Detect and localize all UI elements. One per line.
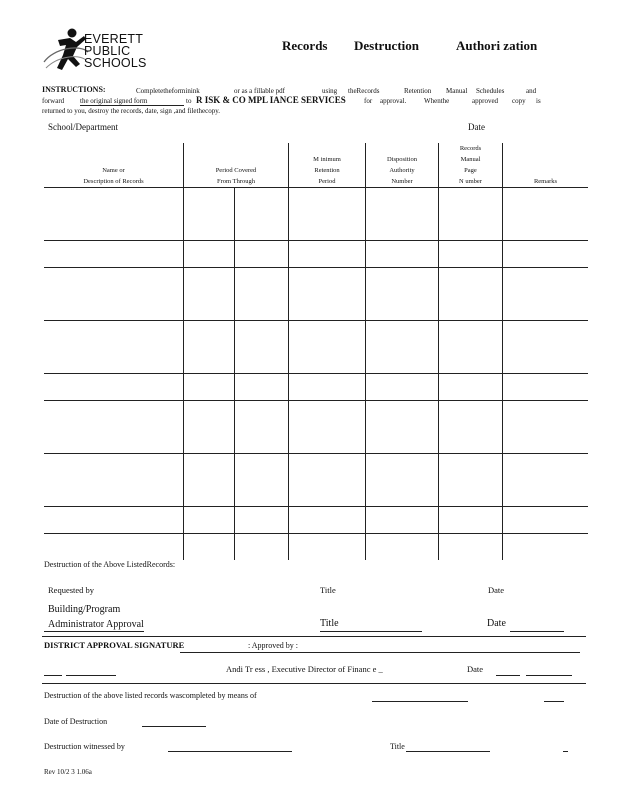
section-divider-2 xyxy=(42,683,586,684)
title-authorization: Authori zation xyxy=(456,38,538,53)
title-destruction: Destruction xyxy=(354,38,419,53)
risk-compliance-services: R ISK & CO MPL IANCE SERVICES xyxy=(196,95,346,105)
logo-line-2: PUBLIC xyxy=(84,44,131,58)
logo-line-3: SCHOOLS xyxy=(84,56,147,70)
logo-line-1: EVERETT xyxy=(84,32,144,46)
logo-text xyxy=(84,33,147,69)
header-text: Records xyxy=(459,145,482,152)
admin-date-underline[interactable] xyxy=(510,631,564,632)
instr-text: or as a fillable pdf xyxy=(234,87,285,95)
instr-text: Retention xyxy=(404,87,432,95)
header-text: From Through xyxy=(217,178,255,185)
header-text: Period xyxy=(318,178,336,185)
table-row[interactable] xyxy=(44,507,588,534)
instr-text: for xyxy=(364,97,373,105)
school-department-label: School/Department xyxy=(48,122,118,132)
instructions-line-1 xyxy=(42,85,106,94)
administrator-approval-label: Administrator Approval xyxy=(48,619,144,630)
instr-text: Whenthe xyxy=(424,97,450,105)
table-row[interactable] xyxy=(44,321,588,374)
admin-title-label: Title xyxy=(320,618,339,629)
means-of-line-2[interactable] xyxy=(544,701,564,702)
header-text: Authority xyxy=(389,167,415,174)
col-header-retention xyxy=(289,143,366,188)
instr-text: approved xyxy=(472,97,499,105)
requested-title-label: Title xyxy=(320,585,336,595)
instr-text: approval. xyxy=(380,97,407,105)
means-of-line[interactable] xyxy=(372,701,468,702)
instr-text: and xyxy=(526,87,537,95)
witnessed-title-label: Title xyxy=(390,742,405,751)
header-text: Page xyxy=(464,167,477,174)
date-of-destruction-line[interactable] xyxy=(142,726,206,727)
header-text: M inimum xyxy=(313,156,341,163)
instr-text: is xyxy=(536,97,541,105)
col-header-disposition xyxy=(366,143,439,188)
instr-text: Schedules xyxy=(476,87,505,95)
district-date-line-2[interactable] xyxy=(526,675,572,676)
date-of-destruction-label: Date of Destruction xyxy=(44,717,108,726)
witnessed-tail-line xyxy=(563,751,568,752)
table-header-row xyxy=(44,143,588,188)
approved-signature-line[interactable] xyxy=(180,652,580,653)
approved-by-label: : Approved by : xyxy=(248,641,298,650)
header-text: Period Covered xyxy=(215,167,257,174)
instr-text: copy xyxy=(512,97,526,105)
district-date-label: Date xyxy=(467,664,484,674)
header-text: Disposition xyxy=(387,156,417,163)
runner-figure-icon xyxy=(44,29,88,71)
table-row[interactable] xyxy=(44,401,588,454)
district-approval-label: DISTRICT APPROVAL SIGNATURE xyxy=(44,640,185,650)
requested-by-label: Requested by xyxy=(48,585,95,595)
title-records: Records xyxy=(282,38,328,53)
table-row[interactable] xyxy=(44,188,588,241)
destruction-witnessed-label: Destruction witnessed by xyxy=(44,742,125,751)
instr-text: to xyxy=(186,97,192,105)
section-divider xyxy=(42,636,586,637)
instr-text: theRecords xyxy=(348,87,380,95)
instr-text: returned to you, destroy the records, date, sign ,and filethecopy. xyxy=(42,107,220,115)
instr-text: using xyxy=(322,87,338,95)
instr-text: Completetheforminink xyxy=(136,87,200,95)
col-header-name xyxy=(44,143,184,188)
table-row[interactable] xyxy=(44,374,588,401)
admin-approval-underline[interactable] xyxy=(44,631,144,632)
signature-short-line-2 xyxy=(66,675,116,676)
header-text: Retention xyxy=(314,167,340,174)
witnessed-title-line[interactable] xyxy=(406,751,490,752)
destruction-of-above-label: Destruction of the Above ListedRecords: xyxy=(44,560,176,569)
instructions-label: INSTRUCTIONS: xyxy=(42,85,106,94)
table-row[interactable] xyxy=(44,241,588,268)
col-header-remarks xyxy=(503,143,589,188)
destruction-completed-label: Destruction of the above listed records wascompleted by means of xyxy=(44,691,257,700)
requested-date-label: Date xyxy=(488,585,505,595)
signature-short-line xyxy=(44,675,62,676)
date-label: Date xyxy=(468,122,485,132)
district-date-line[interactable] xyxy=(496,675,520,676)
instr-text: forward xyxy=(42,97,65,105)
header-text: N umber xyxy=(459,178,482,185)
table-row[interactable] xyxy=(44,454,588,507)
instr-text: Manual xyxy=(446,87,468,95)
admin-title-underline[interactable] xyxy=(320,631,422,632)
header-text: Name or xyxy=(102,167,125,174)
header-text: Manual xyxy=(460,156,481,163)
district-signer: Andi Tr ess , Executive Director of Financ e _ xyxy=(226,664,383,674)
table-row[interactable] xyxy=(44,268,588,321)
admin-date-label: Date xyxy=(487,618,506,629)
instr-text: the original signed form xyxy=(80,97,184,106)
col-header-manual-page xyxy=(439,143,503,188)
col-header-period xyxy=(184,143,289,188)
header-text: Number xyxy=(391,178,413,185)
revision-footer: Rev 10/2 3 1.06a xyxy=(44,768,92,776)
witnessed-by-line[interactable] xyxy=(168,751,292,752)
records-table xyxy=(44,143,588,560)
header-text: Description of Records xyxy=(83,178,144,185)
building-program-label: Building/Program xyxy=(48,604,121,615)
header-text: Remarks xyxy=(533,178,558,185)
table-row[interactable] xyxy=(44,534,588,561)
